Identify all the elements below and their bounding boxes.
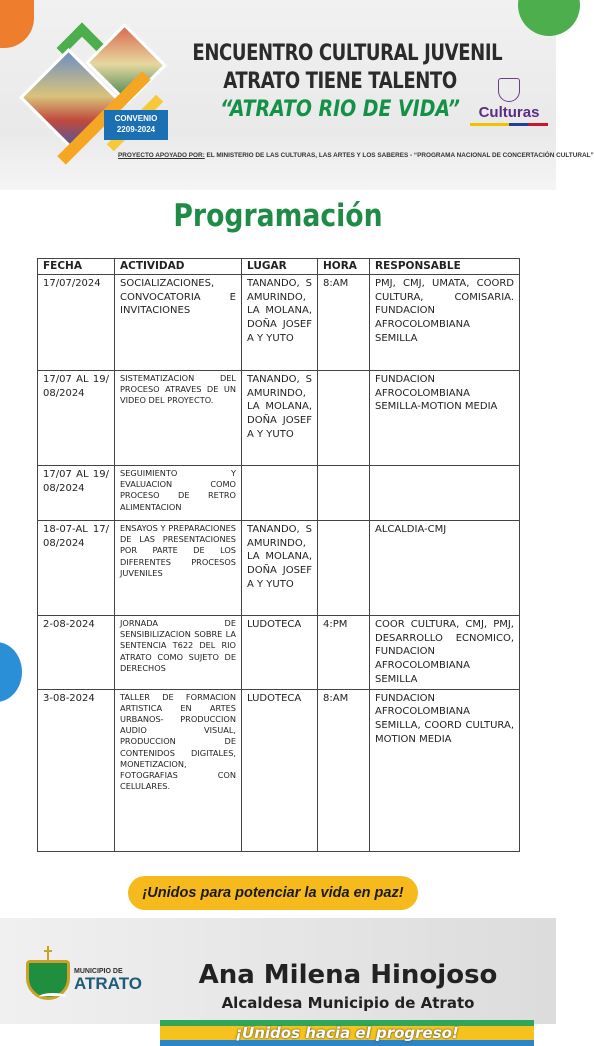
cell-fecha: 3-08-2024 [38,689,115,851]
cell-hora: 4:PM [318,616,370,690]
decorative-circle-left [0,642,22,702]
cell-fecha: 17/07/2024 [38,275,115,371]
column-header-hora: HORA [318,259,370,275]
cell-lugar: LUDOTECA [242,689,318,851]
flag-bar [470,123,548,126]
cell-hora: 8:AM [318,275,370,371]
progress-slogan-banner [160,1020,534,1046]
cell-lugar: TANANDO, SAMURINDO, LA MOLANA, DOÑA JOSEFA Y YUTO [242,371,318,466]
page-title: Programación [173,198,383,234]
column-header-fecha: FECHA [38,259,115,275]
cell-hora: 8:AM [318,689,370,851]
support-line [118,152,594,159]
cell-responsable: FUNDACION AFROCOLOMBIANA SEMILLA, COORD CULTURA, MOTION MEDIA [370,689,520,851]
cell-responsable: FUNDACION AFROCOLOMBIANA SEMILLA-MOTION MEDIA [370,371,520,466]
support-text: EL MINISTERIO DE LAS CULTURAS, LAS ARTES Y LOS SABERES - “PROGRAMA NACIONAL DE CONCERTACIÓN CULTURAL” [204,152,594,159]
table-row [38,466,520,521]
cell-actividad: SOCIALIZACIONES, CONVOCATORIA E INVITACIONES [115,275,242,371]
cross-icon [44,946,52,960]
decorative-circle [518,0,580,36]
convenio-badge [104,110,168,140]
cell-responsable: ALCALDIA-CMJ [370,521,520,616]
coat-of-arms-icon [498,78,520,102]
cell-actividad: SISTEMATIZACION DEL PROCESO ATRAVES DE UN VIDEO DEL PROYECTO. [115,371,242,466]
cell-lugar: TANANDO, SAMURINDO, LA MOLANA, DOÑA JOSEFA Y YUTO [242,275,318,371]
schedule-table [37,258,520,852]
culturas-wordmark: Culturas [478,104,540,121]
title-tagline: “ATRATO RIO DE VIDA” [220,97,460,122]
cell-hora [318,466,370,521]
cell-fecha: 17/07 AL 19/08/2024 [38,466,115,521]
mayor-name: Ana Milena Hinojoso [198,960,498,990]
cell-actividad: SEGUIMIENTO Y EVALUACION COMO PROCESO DE RETRO ALIMENTACION [115,466,242,521]
cell-hora [318,371,370,466]
shield-icon [26,960,70,1000]
cell-actividad: TALLER DE FORMACION ARTISTICA EN ARTES URBANOS- PRODUCCION AUDIO VISUAL, PRODUCCION DE CONTENIDOS DIGITALES, MONETIZACION, FOTOGRAFIAS CON CELULARES. [115,689,242,851]
convenio-label: CONVENIO [114,114,158,123]
cell-fecha: 18-07-AL 17/08/2024 [38,521,115,616]
cell-actividad: JORNADA DE SENSIBILIZACION SOBRE LA SENTENCIA T622 DEL RIO ATRATO COMO SUJETO DE DERECHOS [115,616,242,690]
table-row [38,521,520,616]
mayor-role: Alcaldesa Municipio de Atrato [221,994,475,1012]
column-header-lugar: LUGAR [242,259,318,275]
column-header-actividad: ACTIVIDAD [115,259,242,275]
municipality-logo-text [74,968,142,992]
municipality-emblem-icon [24,946,72,1004]
culturas-logo [468,78,550,126]
table-header-row [38,259,520,275]
event-title [160,40,520,124]
cell-fecha: 17/07 AL 19/08/2024 [38,371,115,466]
column-header-responsable: RESPONSABLE [370,259,520,275]
cell-lugar: TANANDO, SAMURINDO, LA MOLANA, DOÑA JOSEFA Y YUTO [242,521,318,616]
cell-actividad: ENSAYOS Y PREPARACIONES DE LAS PRESENTACIONES POR PARTE DE LOS DIFERENTES PROCESOS JUVENILES [115,521,242,616]
slogan-banner: ¡Unidos para potenciar la vida en paz! [128,876,418,910]
cell-lugar: LUDOTECA [242,616,318,690]
table-row [38,616,520,690]
table-row [38,371,520,466]
progress-slogan-text: ¡Unidos hacia el progreso! [235,1024,459,1042]
municipality-name: ATRATO [74,974,142,993]
table-row [38,689,520,851]
footer [0,868,556,1042]
river-wave-icon [39,993,67,1001]
cell-responsable: COOR CULTURA, CMJ, PMJ, DESARROLLO ECNOMICO, FUNDACION AFROCOLOMBIANA SEMILLA [370,616,520,690]
title-line-2: ATRATO TIENE TALENTO [223,69,457,94]
cell-responsable: PMJ, CMJ, UMATA, COORD CULTURA, COMISARIA. FUNDACION AFROCOLOMBIANA SEMILLA [370,275,520,371]
cell-lugar [242,466,318,521]
convenio-number: 2209-2024 [116,125,156,134]
municipality-label: MUNICIPIO DE [74,968,123,975]
event-logo [28,26,173,162]
cell-hora [318,521,370,616]
header-banner [0,0,594,190]
cell-responsable [370,466,520,521]
title-line-1: ENCUENTRO CULTURAL JUVENIL [192,41,503,66]
support-label: PROYECTO APOYADO POR: [118,152,205,159]
table-row [38,275,520,371]
cell-fecha: 2-08-2024 [38,616,115,690]
